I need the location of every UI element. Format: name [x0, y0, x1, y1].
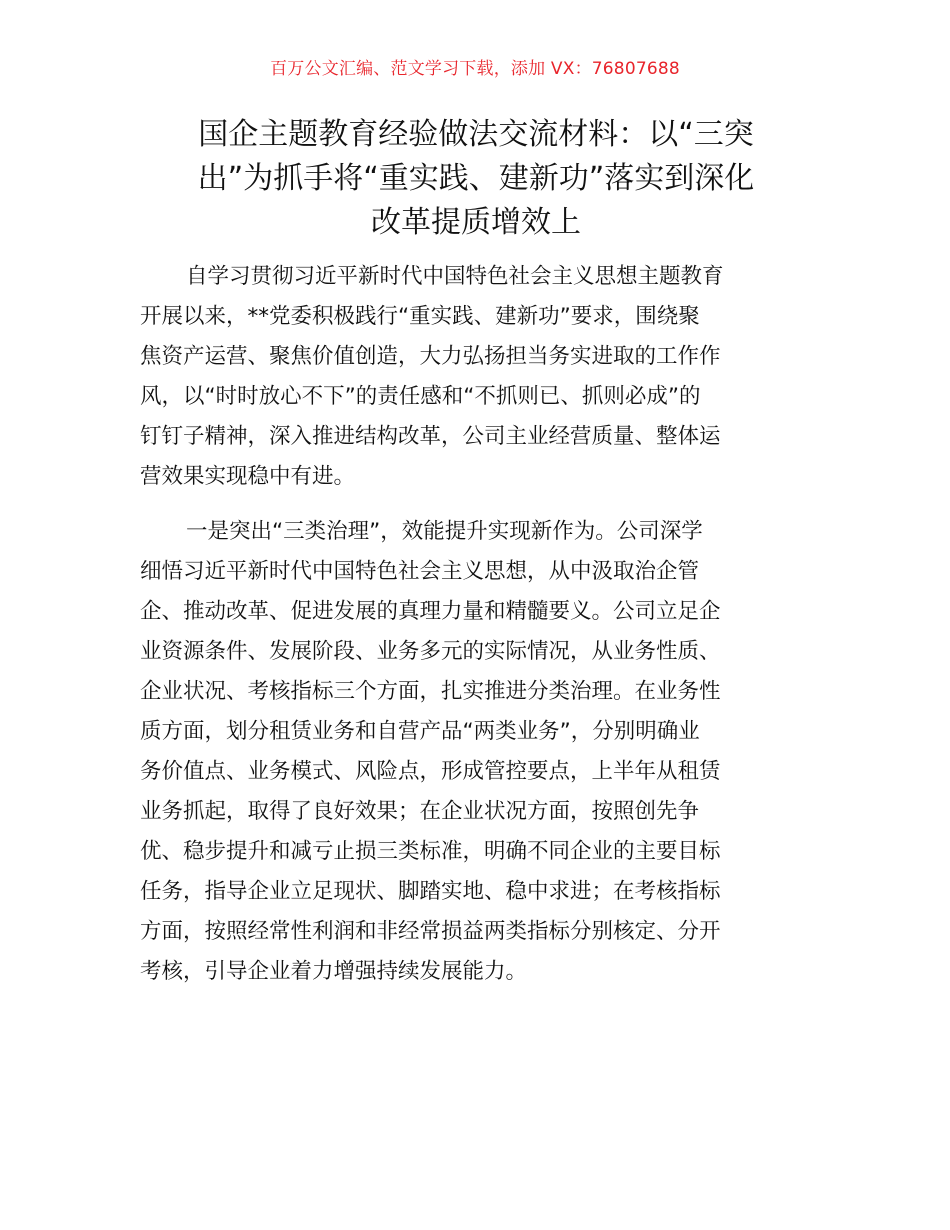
paragraph-line: 细悟习近平新时代中国特色社会主义思想，从中汲取治企管 [140, 559, 700, 584]
title-line: 国企主题教育经验做法交流材料：以“三突 [198, 117, 754, 152]
paragraph-line: 开展以来，**党委积极践行“重实践、建新功”要求，围绕聚 [140, 304, 700, 329]
paragraph-line: 考核，引导企业着力增强持续发展能力。 [140, 959, 528, 984]
paragraph-line: 任务，指导企业立足现状、脚踏实地、稳中求进；在考核指标 [140, 879, 721, 904]
header-note: 百万公文汇编、范文学习下载，添加 VX：76807688 [270, 59, 680, 79]
paragraph-line: 营效果实现稳中有进。 [140, 464, 356, 489]
paragraph-line: 业务抓起，取得了良好效果；在企业状况方面，按照创先争 [140, 799, 700, 824]
paragraph-section-one [140, 512, 812, 992]
paragraph-line: 一是突出“三类治理”，效能提升实现新作为。公司深学 [186, 519, 703, 544]
paragraph-line: 方面，按照经常性利润和非经常损益两类指标分别核定、分开 [140, 919, 721, 944]
paragraph-line: 钉钉子精神，深入推进结构改革，公司主业经营质量、整体运 [140, 424, 721, 449]
paragraph-line: 企、推动改革、促进发展的真理力量和精髓要义。公司立足企 [140, 599, 721, 624]
paragraph-line: 风，以“时时放心不下”的责任感和“不抓则已、抓则必成”的 [140, 384, 701, 409]
paragraph-line: 企业状况、考核指标三个方面，扎实推进分类治理。在业务性 [140, 679, 721, 704]
paragraph-line: 焦资产运营、聚焦价值创造，大力弘扬担当务实进取的工作作 [140, 344, 721, 369]
document-title [140, 113, 812, 245]
paragraph-intro [140, 257, 812, 497]
paragraph-line: 优、稳步提升和减亏止损三类标准，明确不同企业的主要目标 [140, 839, 721, 864]
paragraph-line: 业资源条件、发展阶段、业务多元的实际情况，从业务性质、 [140, 639, 721, 664]
title-line: 出”为抓手将“重实践、建新功”落实到深化 [197, 161, 755, 196]
paragraph-line: 务价值点、业务模式、风险点，形成管控要点，上半年从租赁 [140, 759, 721, 784]
title-line: 改革提质增效上 [371, 205, 581, 240]
document-body [140, 257, 812, 1007]
paragraph-line: 质方面，划分租赁业务和自营产品“两类业务”，分别明确业 [140, 719, 700, 744]
paragraph-line: 自学习贯彻习近平新时代中国特色社会主义思想主题教育 [186, 264, 724, 289]
